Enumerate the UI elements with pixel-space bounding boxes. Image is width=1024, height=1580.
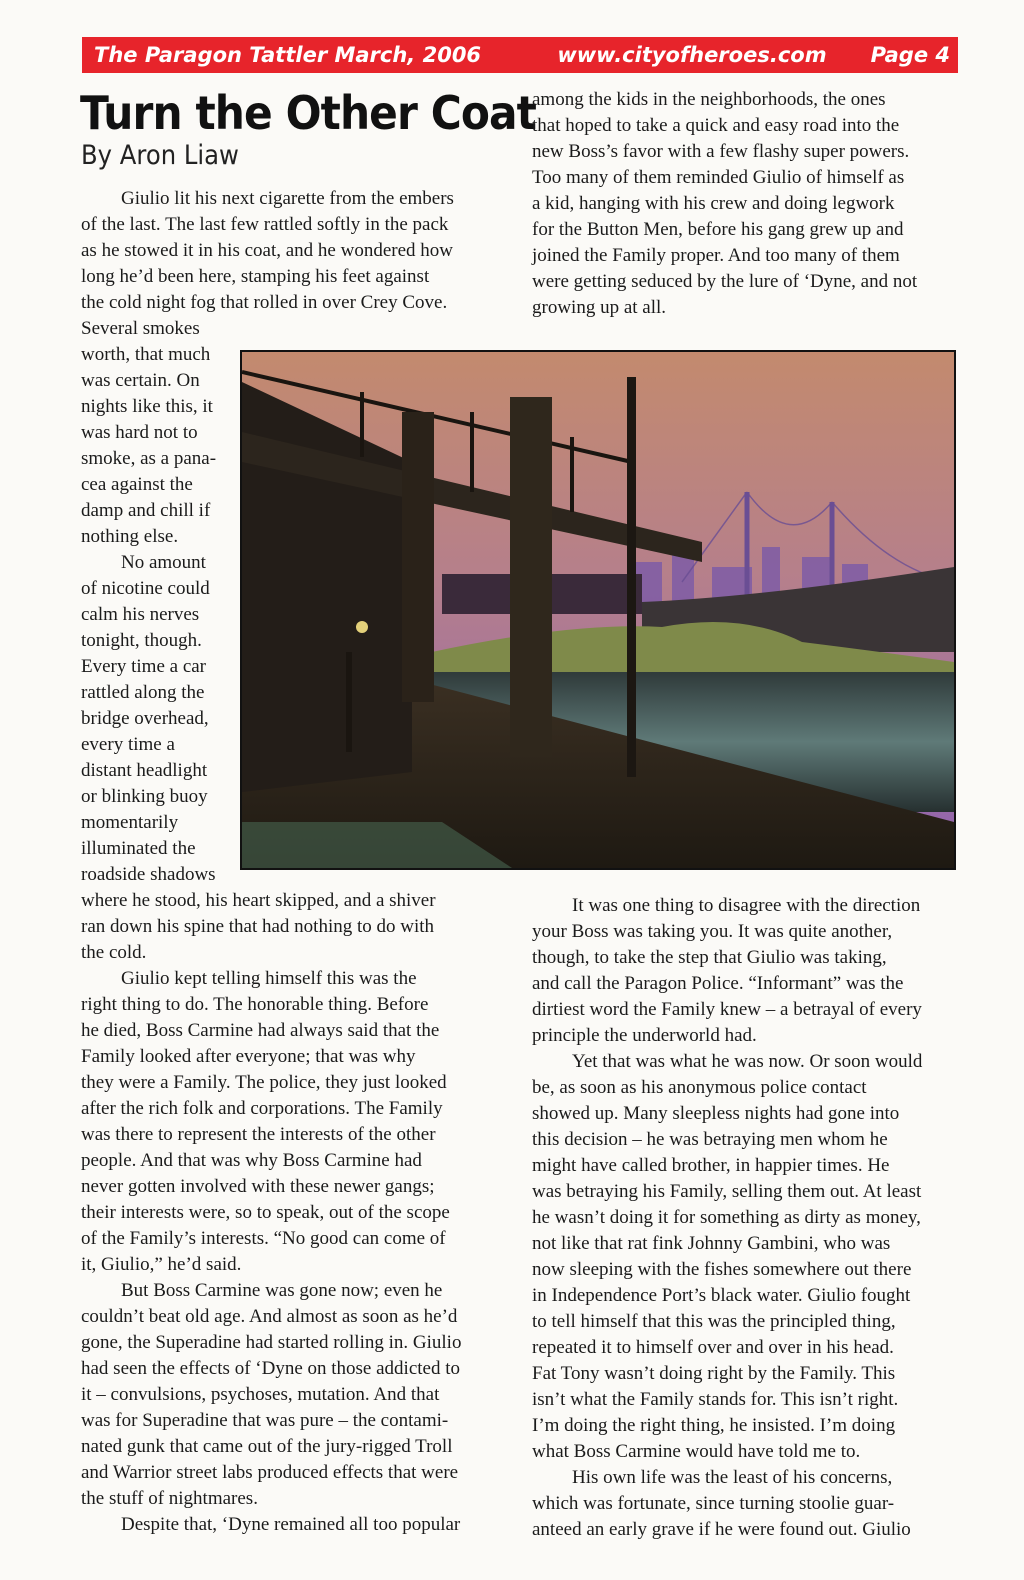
text-line: ran down his spine that had nothing to do with: [81, 916, 435, 937]
text-line: joined the Family proper. And too many of them: [532, 245, 900, 266]
text-line: Fat Tony wasn’t doing right by the Family. This: [532, 1363, 896, 1384]
text-line: he wasn’t doing it for something as dirty as money,: [532, 1207, 921, 1228]
text-line: their interests were, so to speak, out of the scope: [81, 1202, 450, 1223]
text-line: the stuff of nightmares.: [81, 1488, 258, 1509]
text-line: they were a Family. The police, they just looked: [81, 1072, 447, 1093]
text-line: never gotten involved with these newer gangs;: [81, 1176, 435, 1197]
text-line: for the Button Men, before his gang grew up and: [532, 219, 904, 240]
text-line: cea against the: [81, 474, 193, 495]
text-line: every time a: [81, 734, 175, 755]
text-line: this decision – he was betraying men whom he: [532, 1129, 888, 1150]
text-line: His own life was the least of his concerns,: [572, 1467, 893, 1488]
text-line: not like that rat fink Johnny Gambini, who was: [532, 1233, 891, 1254]
text-line: or blinking buoy: [81, 786, 208, 807]
text-line: anteed an early grave if he were found out. Giulio: [532, 1519, 911, 1540]
text-line: bridge overhead,: [81, 708, 209, 729]
text-line: momentarily: [81, 812, 179, 833]
text-line: illuminated the: [81, 838, 196, 859]
text-line: worth, that much: [81, 344, 211, 365]
text-line: had seen the effects of ‘Dyne on those addicted to: [81, 1358, 460, 1379]
text-line: principle the underworld had.: [532, 1025, 757, 1046]
text-line: Family looked after everyone; that was why: [81, 1046, 416, 1067]
text-line: Yet that was what he was now. Or soon would: [572, 1051, 923, 1072]
text-line: calm his nerves: [81, 604, 200, 625]
text-line: was certain. On: [81, 370, 200, 391]
text-line: It was one thing to disagree with the direction: [572, 895, 921, 916]
text-line: and Warrior street labs produced effects that were: [81, 1462, 459, 1483]
text-line: was for Superadine that was pure – the contami-: [81, 1410, 449, 1431]
text-line: among the kids in the neighborhoods, the ones: [532, 89, 886, 110]
article-byline: By Aron Liaw: [81, 140, 239, 171]
text-line: Every time a car: [81, 656, 207, 677]
text-line: the cold.: [81, 942, 147, 963]
text-line: be, as soon as his anonymous police contact: [532, 1077, 867, 1098]
text-line: damp and chill if: [81, 500, 211, 521]
text-line: But Boss Carmine was gone now; even he: [121, 1280, 443, 1301]
column-right-bottom-text: [532, 893, 922, 1543]
text-line: was hard not to: [81, 422, 198, 443]
text-line: where he stood, his heart skipped, and a shiver: [81, 890, 436, 911]
text-line: tonight, though.: [81, 630, 202, 651]
text-line: and call the Paragon Police. “Informant” was the: [532, 973, 904, 994]
text-line: was there to represent the interests of the other: [81, 1124, 436, 1145]
text-line: of the last. The last few rattled softly in the pack: [81, 214, 449, 235]
pier-illustration: [240, 350, 956, 870]
text-line: as he stowed it in his coat, and he wondered how: [81, 240, 453, 261]
text-line: was betraying his Family, selling them out. At least: [532, 1181, 922, 1202]
text-line: I’m doing the right thing, he insisted. I’m doing: [532, 1415, 896, 1436]
text-line: roadside shadows: [81, 864, 216, 885]
text-line: Too many of them reminded Giulio of himself as: [532, 167, 905, 188]
text-line: nothing else.: [81, 526, 179, 547]
text-line: in Independence Port’s black water. Giulio fought: [532, 1285, 911, 1306]
text-line: isn’t what the Family stands for. This isn’t right.: [532, 1389, 899, 1410]
text-line: the cold night fog that rolled in over Crey Cove.: [81, 292, 448, 313]
text-line: Giulio lit his next cigarette from the embers: [121, 188, 454, 209]
text-line: Despite that, ‘Dyne remained all too popular: [121, 1514, 461, 1535]
text-line: it, Giulio,” he’d said.: [81, 1254, 242, 1275]
text-line: nights like this, it: [81, 396, 213, 417]
text-line: now sleeping with the fishes somewhere out there: [532, 1259, 912, 1280]
page-header-bar: [82, 37, 958, 73]
text-line: growing up at all.: [532, 297, 667, 318]
text-line: distant headlight: [81, 760, 208, 781]
text-line: people. And that was why Boss Carmine had: [81, 1150, 422, 1171]
text-line: of nicotine could: [81, 578, 210, 599]
text-line: smoke, as a pana-: [81, 448, 217, 469]
text-line: it – convulsions, psychoses, mutation. And that: [81, 1384, 440, 1405]
text-line: though, to take the step that Giulio was taking,: [532, 947, 887, 968]
text-line: nated gunk that came out of the jury-rigged Troll: [81, 1436, 453, 1457]
text-line: he died, Boss Carmine had always said that the: [81, 1020, 440, 1041]
text-line: right thing to do. The honorable thing. Before: [81, 994, 429, 1015]
website-url[interactable]: www.cityofheroes.com: [557, 43, 827, 67]
text-line: after the rich folk and corporations. The Family: [81, 1098, 443, 1119]
text-line: your Boss was taking you. It was quite another,: [532, 921, 893, 942]
column-right-top-text: [532, 87, 917, 321]
newsletter-issue: The Paragon Tattler March, 2006: [94, 43, 482, 67]
text-line: long he’d been here, stamping his feet against: [81, 266, 430, 287]
text-line: rattled along the: [81, 682, 205, 703]
text-line: to tell himself that this was the principled thing,: [532, 1311, 896, 1332]
text-line: new Boss’s favor with a few flashy super powers.: [532, 141, 910, 162]
text-line: Giulio kept telling himself this was the: [121, 968, 417, 989]
page-number: Page 4: [870, 43, 950, 67]
text-line: couldn’t beat old age. And almost as soon as he’d: [81, 1306, 458, 1327]
text-line: Several smokes: [81, 318, 200, 339]
article-title: Turn the Other Coat: [80, 86, 536, 140]
text-line: that hoped to take a quick and easy road into the: [532, 115, 900, 136]
text-line: were getting seduced by the lure of ‘Dyne, and not: [532, 271, 918, 292]
text-line: dirtiest word the Family knew – a betrayal of every: [532, 999, 922, 1020]
text-line: what Boss Carmine would have told me to.: [532, 1441, 861, 1462]
text-line: repeated it to himself over and over in his head.: [532, 1337, 894, 1358]
text-line: a kid, hanging with his crew and doing legwork: [532, 193, 895, 214]
text-line: of the Family’s interests. “No good can come of: [81, 1228, 446, 1249]
text-line: No amount: [121, 552, 206, 573]
text-line: showed up. Many sleepless nights had gone into: [532, 1103, 900, 1124]
text-line: might have called brother, in happier times. He: [532, 1155, 890, 1176]
text-line: gone, the Superadine had started rolling in. Giulio: [81, 1332, 462, 1353]
text-line: which was fortunate, since turning stoolie guar-: [532, 1493, 895, 1514]
